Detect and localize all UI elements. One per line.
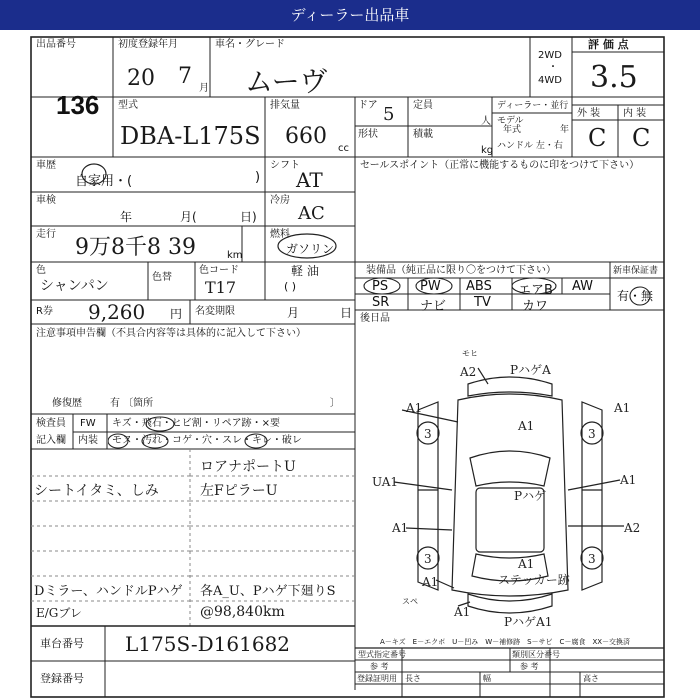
dealer-banner: ディーラー出品車: [0, 0, 700, 30]
mark-a2-right-rear: A2: [624, 521, 641, 535]
mark-sticker: ステッカー跡: [498, 573, 570, 587]
color-code-label: 色コード: [199, 265, 239, 276]
inspection-day-mark: 日): [240, 210, 257, 224]
car-name-value: ムーヴ: [245, 65, 328, 98]
equip-navi: ナビ: [420, 299, 447, 314]
mileage-value: 9万8千8 39: [75, 235, 196, 260]
fw-label: FW: [80, 418, 96, 429]
mark-a2-front: A2: [460, 365, 477, 379]
interior-score: C: [632, 124, 651, 152]
fuel-circle-mark: [276, 232, 338, 260]
equip-airbag: エアB: [518, 283, 553, 298]
model-value: DBA-L175S: [120, 122, 261, 150]
recycle-ticket-label: R券: [36, 306, 53, 317]
mark-3-rear-right-wheel: 3: [588, 552, 596, 566]
reference-1: 参 考: [370, 662, 389, 671]
history-label: 車歴: [36, 160, 56, 171]
chassis-value: L175S-D161682: [125, 632, 291, 656]
equip-abs: ABS: [466, 279, 492, 294]
repair-history-label: 修復歴: [52, 398, 82, 409]
lot-number-value: 136: [56, 90, 100, 120]
interior-label: 内 装: [623, 108, 647, 119]
mark-a1-rear-left: A1: [422, 575, 439, 589]
dealer-parallel-label: ディーラー・並行: [497, 101, 569, 111]
displacement-label: 排気量: [270, 100, 300, 111]
equip-ps: PS: [372, 279, 389, 294]
height-label: 高さ: [583, 674, 599, 683]
handle-label: ハンドル 左・右: [497, 141, 563, 151]
repair-close: 〕: [330, 398, 340, 409]
note-lower-bonnet: ロアナポートU: [200, 459, 296, 475]
drive-4wd: 4WD: [538, 75, 562, 86]
equip-pw: PW: [420, 279, 441, 294]
warranty-value: 有・無: [617, 289, 654, 303]
displacement-value: 660: [285, 124, 327, 149]
interior-inspection-label: 内装: [78, 435, 98, 446]
certificate-label: 登録証明用: [357, 674, 397, 683]
inspector-label: 検査員: [36, 418, 66, 429]
shift-value: AT: [296, 168, 323, 192]
note-underbody: 各A_U、Pハゲ下廻りS: [200, 584, 336, 599]
car-damage-diagram: [358, 340, 663, 640]
repair-history-value: 有 〔箇所: [110, 398, 154, 409]
reference-2: 参 考: [520, 662, 539, 671]
first-registration-label: 初度登録年月: [118, 39, 178, 50]
inspection-year-mark: 年: [120, 210, 133, 224]
mark-a1-front-left: A1: [406, 401, 423, 415]
score-value: 3.5: [590, 60, 638, 95]
equip-leather: カワ: [522, 299, 549, 314]
year-mark: 年: [560, 125, 570, 135]
mark-a1-front-right: A1: [614, 401, 631, 415]
history-value: 自家用・(: [75, 174, 133, 189]
aircon-label: 冷房: [270, 195, 290, 206]
mark-a1-rear-bumper: A1: [454, 605, 471, 619]
registration-year: 20: [127, 66, 155, 91]
history-circle-mark: [80, 162, 108, 186]
km-unit: km: [227, 250, 243, 261]
color-value: シャンパン: [40, 278, 109, 294]
month-mark: 月: [199, 83, 209, 94]
note-left-pillar: 左FピラーU: [200, 483, 278, 499]
fuel-other: ( ): [284, 280, 297, 293]
registration-month: 7: [178, 64, 192, 89]
color-code-value: T17: [205, 278, 237, 297]
damage-legend: A－キズ E－エクボ U－凹み W－補修跡 S－サビ C－腐食 XX－交換済: [380, 638, 631, 646]
exterior-label: 外 装: [577, 108, 601, 119]
equip-sr: SR: [372, 295, 390, 310]
note-seat-damage: シートイタミ、しみ: [34, 483, 159, 499]
year-label: 年式: [503, 125, 522, 135]
equipment-circle-marks: [357, 277, 667, 312]
mark-3-front-left-wheel: 3: [424, 427, 432, 441]
warranty-label: 新車保証書: [613, 266, 659, 276]
fuel-diesel: 軽 油: [291, 264, 319, 278]
model-label: 型式: [118, 100, 138, 111]
capacity-label: 定員: [413, 100, 433, 111]
inspector-circle-marks: [108, 414, 358, 450]
sales-point-label: セールスポイント（正常に機能するものに印をつけて下さい）: [360, 160, 640, 171]
mark-a1-left-rear: A1: [392, 521, 409, 535]
mark-spare-note: スペ: [402, 597, 418, 606]
shape-label: 形状: [358, 129, 378, 140]
drive-2wd: 2WD: [538, 50, 562, 61]
note-odometer: @98,840km: [200, 604, 285, 620]
yen-mark: 円: [170, 307, 183, 321]
mark-peel-roof: Pハゲ: [514, 489, 547, 503]
mark-a1-rear-window: A1: [518, 557, 535, 571]
history-close: ): [255, 170, 261, 185]
score-label: 評 価 点: [588, 38, 629, 51]
color-change-label: 色替: [152, 272, 172, 283]
notes-label: 注意事項申告欄（不具合内容等は具体的に記入して下さい）: [36, 328, 306, 339]
drive-dot: ・: [548, 62, 558, 73]
equip-tv: TV: [474, 295, 491, 310]
mark-a1-right: A1: [620, 473, 637, 487]
person-unit: 人: [481, 116, 491, 127]
load-label: 積載: [413, 129, 433, 140]
equip-aw: AW: [572, 279, 594, 294]
mark-peel-front: PハゲA: [510, 363, 551, 377]
shift-label: シフト: [270, 160, 300, 171]
cc-unit: cc: [338, 143, 349, 154]
color-label: 色: [36, 265, 46, 276]
exterior-score: C: [588, 124, 607, 152]
note-engine: E/Gブレ: [36, 606, 82, 620]
lot-number-label: 出品番号: [36, 39, 76, 50]
mark-small-note: モヒ: [462, 349, 478, 358]
interior-items: モヌ・汚れ・コゲ・穴・スレ・キレ・破レ: [112, 435, 302, 446]
category-number-label: 類別区分番号: [512, 650, 560, 659]
name-change-label: 名変期限: [195, 306, 235, 317]
form-number-label: 型式指定番号: [358, 650, 406, 659]
chassis-label: 車台番号: [40, 637, 84, 650]
mark-3-rear-left-wheel: 3: [424, 552, 432, 566]
width-label: 幅: [483, 674, 491, 683]
length-label: 長さ: [405, 674, 421, 683]
aircon-value: AC: [298, 203, 325, 224]
inspection-label: 車検: [36, 195, 56, 206]
door-value: 5: [383, 104, 395, 125]
registration-number-label: 登録番号: [40, 672, 84, 685]
recycle-value: 9,260: [88, 300, 146, 324]
mark-a1-hood: A1: [518, 419, 535, 433]
after-install-label: 後日品: [360, 313, 390, 324]
mileage-label: 走行: [36, 229, 56, 240]
kg-unit: kg: [481, 145, 494, 156]
fuel-label: 燃料: [270, 229, 290, 240]
note-mirror-handle: Dミラー、ハンドルPハゲ: [34, 584, 183, 599]
door-label: ドア: [358, 100, 378, 111]
equipment-label: 装備品（純正品に限り〇をつけて下さい）: [366, 265, 556, 276]
name-change-month: 月: [287, 306, 300, 320]
model-year-label: モデル: [497, 116, 524, 126]
mark-ua1-left: UA1: [372, 475, 399, 489]
inspection-month-mark: 月(: [180, 210, 197, 224]
mark-3-front-right-wheel: 3: [588, 427, 596, 441]
record-label: 記入欄: [36, 435, 66, 446]
mark-peel-rear: PハゲA1: [504, 615, 553, 629]
fuel-gas: ガソリン: [286, 242, 335, 256]
fw-items: キズ・飛石・ヒビ割・リペア跡・×要: [112, 418, 280, 429]
name-change-day: 日: [340, 306, 353, 320]
car-name-label: 車名・グレード: [215, 39, 285, 50]
